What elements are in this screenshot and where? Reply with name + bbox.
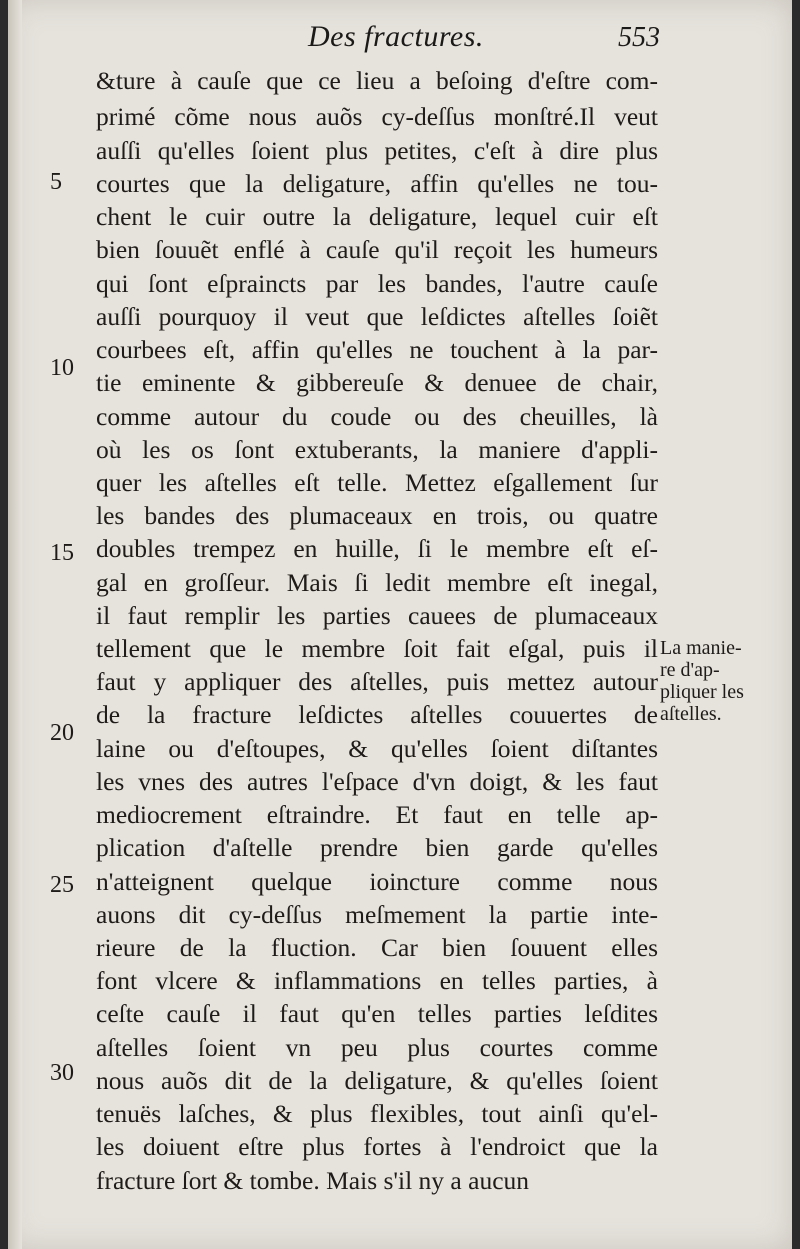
text-line: qui ſont eſpraincts par les bandes, l'autre cauſe: [96, 269, 658, 298]
text-line: tellement que le membre ſoit fait eſgal, puis il: [96, 634, 658, 663]
running-title: Des fractures.: [308, 20, 484, 53]
line-number: 20: [50, 720, 74, 746]
margin-note-line: pliquer les: [660, 681, 744, 703]
text-line: &ture à cauſe que ce lieu a beſoing d'eſtre com-: [96, 66, 658, 95]
text-line: laine ou d'eſtoupes, & qu'elles ſoient diſtantes: [96, 734, 658, 763]
line-number: 10: [50, 355, 74, 381]
text-line: il faut remplir les parties cauees de plumaceaux: [96, 601, 658, 630]
margin-note-line: La manie-: [660, 637, 742, 659]
line-number: 15: [50, 540, 74, 566]
line-number: 30: [50, 1060, 74, 1086]
text-line: plication d'aſtelle prendre bien garde qu'elles: [96, 833, 658, 862]
text-line: comme autour du coude ou des cheuilles, là: [96, 402, 658, 431]
text-line: nous auõs dit de la deligature, & qu'elles ſoient: [96, 1066, 658, 1095]
text-line: bien ſouuẽt enflé à cauſe qu'il reçoit les humeurs: [96, 235, 658, 264]
text-line: tie eminente & gibbereuſe & denuee de chair,: [96, 368, 658, 397]
text-line: chent le cuir outre la deligature, lequel cuir eſt: [96, 202, 658, 231]
margin-note-line: aſtelles.: [660, 703, 722, 725]
text-line: font vlcere & inflammations en telles parties, à: [96, 966, 658, 995]
margin-note-line: re d'ap-: [660, 659, 720, 681]
text-line: les doiuent eſtre plus fortes à l'endroict que la: [96, 1132, 658, 1161]
text-line: faut y appliquer des aſtelles, puis mettez autour: [96, 667, 658, 696]
book-page: [8, 0, 792, 1249]
line-number: 5: [50, 169, 62, 195]
text-line: rieure de la fluction. Car bien ſouuent elles: [96, 933, 658, 962]
text-line: où les os ſont extuberants, la maniere d'appli-: [96, 435, 658, 464]
text-line: auſſi qu'elles ſoient plus petites, c'eſt à dire plus: [96, 136, 658, 165]
line-number: 25: [50, 872, 74, 898]
text-line: courbees eſt, affin qu'elles ne touchent à la par-: [96, 335, 658, 364]
text-line: mediocrement eſtraindre. Et faut en telle ap-: [96, 800, 658, 829]
text-line: tenuës laſches, & plus flexibles, tout ainſi qu'el-: [96, 1099, 658, 1128]
text-line: quer les aſtelles eſt telle. Mettez eſgallement ſur: [96, 468, 658, 497]
text-line: auſſi pourquoy il veut que leſdictes aſtelles ſoiẽt: [96, 302, 658, 331]
text-line: de la fracture leſdictes aſtelles couuertes de: [96, 700, 658, 729]
text-line: n'atteignent quelque ioincture comme nous: [96, 867, 658, 896]
text-line: auons dit cy-deſſus meſmement la partie inte-: [96, 900, 658, 929]
text-line: fracture ſort & tombe. Mais s'il ny a aucun: [96, 1166, 530, 1195]
text-line: courtes que la deligature, affin qu'elles ne tou-: [96, 169, 658, 198]
page-gutter-shadow: [8, 0, 22, 1249]
text-line: les bandes des plumaceaux en trois, ou quatre: [96, 501, 658, 530]
text-line: primé cõme nous auõs cy-deſſus monſtré.Il veut: [96, 102, 658, 131]
text-line: les vnes des autres l'eſpace d'vn doigt, & les faut: [96, 767, 658, 796]
page-number: 553: [618, 22, 660, 53]
text-line: doubles trempez en huille, ſi le membre eſt eſ-: [96, 534, 658, 563]
text-line: ceſte cauſe il faut qu'en telles parties leſdites: [96, 999, 658, 1028]
text-line: gal en groſſeur. Mais ſi ledit membre eſt inegal,: [96, 568, 658, 597]
text-line: aſtelles ſoient vn peu plus courtes comme: [96, 1033, 658, 1062]
